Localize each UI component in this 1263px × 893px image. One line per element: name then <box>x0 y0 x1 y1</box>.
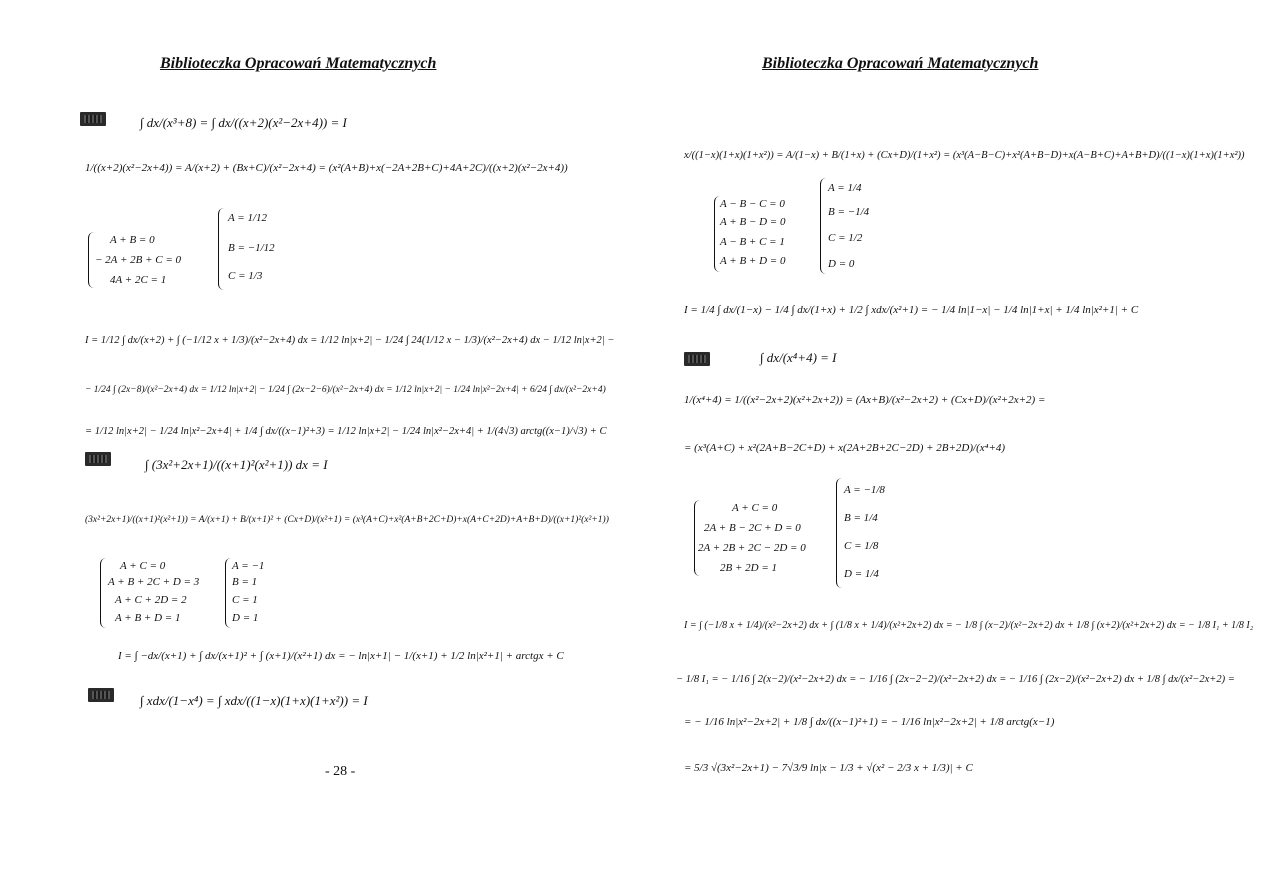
problem-number-badge <box>88 688 114 702</box>
system-a-eq3: 4A + 2C = 1 <box>110 274 167 286</box>
solution-d-4: D = 1/4 <box>844 568 879 580</box>
system-d-eq3: 2A + 2B + 2C − 2D = 0 <box>698 542 806 554</box>
system-d-eq1: A + C = 0 <box>732 502 778 514</box>
system-c-eq3: A − B + C = 1 <box>720 236 785 248</box>
integral-c: ∫ xdx/(1−x⁴) = ∫ xdx/((1−x)(1+x)(1+x²)) = I <box>140 693 368 708</box>
solution-d-line-2: − 1/8 I₁ = − 1/16 ∫ 2(x−2)/(x²−2x+2) dx = − 1/16 ∫ (2x−2−2)/(x²−2x+2) dx = − 1/16 ∫ (2x−2)/(x²−2x+2) dx + 1/8 ∫ dx/(x²−2x+2) = <box>676 674 1235 685</box>
problem-number-badge <box>80 112 106 126</box>
system-c-eq1: A − B − C = 0 <box>720 198 785 210</box>
solution-a-3: C = 1/3 <box>228 270 263 282</box>
system-brace-b <box>100 558 109 628</box>
solution-line-1: I = 1/12 ∫ dx/(x+2) + ∫ (−1/12 x + 1/3)/(x²−2x+4) dx = 1/12 ln|x+2| − 1/24 ∫ 24(1/12 x − 1/3)/(x²−2x+4) dx − 1/12 ln|x+2| − <box>85 335 615 346</box>
system-d-eq4: 2B + 2D = 1 <box>720 562 778 574</box>
system-d-eq2: 2A + B − 2C + D = 0 <box>704 522 801 534</box>
system-b-eq3: A + C + 2D = 2 <box>115 594 187 606</box>
system-c-eq2: A + B − D = 0 <box>720 216 786 228</box>
decomposition-c: x/((1−x)(1+x)(1+x²)) = A/(1−x) + B/(1+x) + (Cx+D)/(1+x²) = (x³(A−B−C)+x²(A+B−D)+x(A−B+C)+A+B+D)/((1−x)(1+x)(1+x²)) <box>684 150 1245 161</box>
integral-a: ∫ dx/(x³+8) = ∫ dx/((x+2)(x²−2x+4)) = I <box>140 115 347 130</box>
solution-d-line-1: I = ∫ (−1/8 x + 1/4)/(x²−2x+2) dx + ∫ (1/8 x + 1/4)/(x²+2x+2) dx = − 1/8 ∫ (x−2)/(x²−2x+2) dx + 1/8 ∫ (x+2)/(x²+2x+2) dx = − 1/8 I₁ + 1/8 I₂ <box>684 620 1254 631</box>
decomposition-a: 1/((x+2)(x²−2x+4)) = A/(x+2) + (Bx+C)/(x²−2x+4) = (x²(A+B)+x(−2A+2B+C)+4A+2C)/((x+2)(x²−2x+4)) <box>85 162 568 174</box>
system-b-eq1: A + C = 0 <box>120 560 166 572</box>
integral-d: ∫ dx/(x⁴+4) = I <box>760 350 837 365</box>
solution-c-3: C = 1/2 <box>828 232 863 244</box>
problem-number-badge <box>684 352 710 366</box>
solution-a-1: A = 1/12 <box>228 212 267 224</box>
solution-c-4: D = 0 <box>828 258 855 270</box>
right-page <box>632 0 1263 893</box>
solution-d-line-4: = 5/3 √(3x²−2x+1) − 7√3/9 ln|x − 1/3 + √(x² − 2/3 x + 1/3)| + C <box>684 762 973 774</box>
system-brace-d <box>694 500 703 576</box>
solution-d-1: A = −1/8 <box>844 484 885 496</box>
solution-a-2: B = −1/12 <box>228 242 275 254</box>
numerator-d: = (x³(A+C) + x²(2A+B−2C+D) + x(2A+2B+2C−2D) + 2B+2D)/(x⁴+4) <box>684 442 1006 454</box>
system-b-eq4: A + B + D = 1 <box>115 612 181 624</box>
decomposition-b: (3x²+2x+1)/((x+1)²(x²+1)) = A/(x+1) + B/(x+1)² + (Cx+D)/(x²+1) = (x³(A+C)+x²(A+B+2C+D)+x(A+C+2D)+A+B+D)/((x+1)²(x²+1)) <box>85 515 609 525</box>
system-b-eq2: A + B + 2C + D = 3 <box>108 576 200 588</box>
solution-b-1: A = −1 <box>232 560 265 572</box>
decomposition-d: 1/(x⁴+4) = 1/((x²−2x+2)(x²+2x+2)) = (Ax+B)/(x²−2x+2) + (Cx+D)/(x²+2x+2) = <box>684 394 1046 406</box>
solution-d-2: B = 1/4 <box>844 512 878 524</box>
solution-c-2: B = −1/4 <box>828 206 870 218</box>
result-b: I = ∫ −dx/(x+1) + ∫ dx/(x+1)² + ∫ (x+1)/(x²+1) dx = − ln|x+1| − 1/(x+1) + 1/2 ln|x²+1| + arctgx + C <box>118 650 564 662</box>
left-page-header: Biblioteczka Opracowań Matematycznych <box>160 55 437 72</box>
integral-b: ∫ (3x²+2x+1)/((x+1)²(x²+1)) dx = I <box>145 457 328 472</box>
system-a-eq2: − 2A + 2B + C = 0 <box>95 254 182 266</box>
solution-line-2: − 1/24 ∫ (2x−8)/(x²−2x+4) dx = 1/12 ln|x+2| − 1/24 ∫ (2x−2−6)/(x²−2x+4) dx = 1/12 ln|x+2| − 1/24 ln|x²−2x+4| + 6/24 ∫ dx/(x²−2x+4) <box>85 385 606 395</box>
system-c-eq4: A + B + D = 0 <box>720 255 786 267</box>
solution-c-1: A = 1/4 <box>828 182 862 194</box>
solution-b-3: C = 1 <box>232 594 258 606</box>
result-c: I = 1/4 ∫ dx/(1−x) − 1/4 ∫ dx/(1+x) + 1/2 ∫ xdx/(x²+1) = − 1/4 ln|1−x| − 1/4 ln|1+x| + 1/4 ln|x²+1| + C <box>684 304 1139 316</box>
system-a-eq1: A + B = 0 <box>110 234 155 246</box>
solution-d-3: C = 1/8 <box>844 540 879 552</box>
solution-b-4: D = 1 <box>232 612 259 624</box>
solution-b-2: B = 1 <box>232 576 258 588</box>
problem-number-badge <box>85 452 111 466</box>
solution-d-line-3: = − 1/16 ln|x²−2x+2| + 1/8 ∫ dx/((x−1)²+1) = − 1/16 ln|x²−2x+2| + 1/8 arctg(x−1) <box>684 716 1055 728</box>
solution-line-3: = 1/12 ln|x+2| − 1/24 ln|x²−2x+4| + 1/4 ∫ dx/((x−1)²+3) = 1/12 ln|x+2| − 1/24 ln|x²−2x+4| + 1/(4√3) arctg((x−1)/√3) + C <box>85 426 607 437</box>
page-number: - 28 - <box>325 764 356 779</box>
solution-brace-a <box>218 208 227 290</box>
right-page-header: Biblioteczka Opracowań Matematycznych <box>762 55 1039 72</box>
